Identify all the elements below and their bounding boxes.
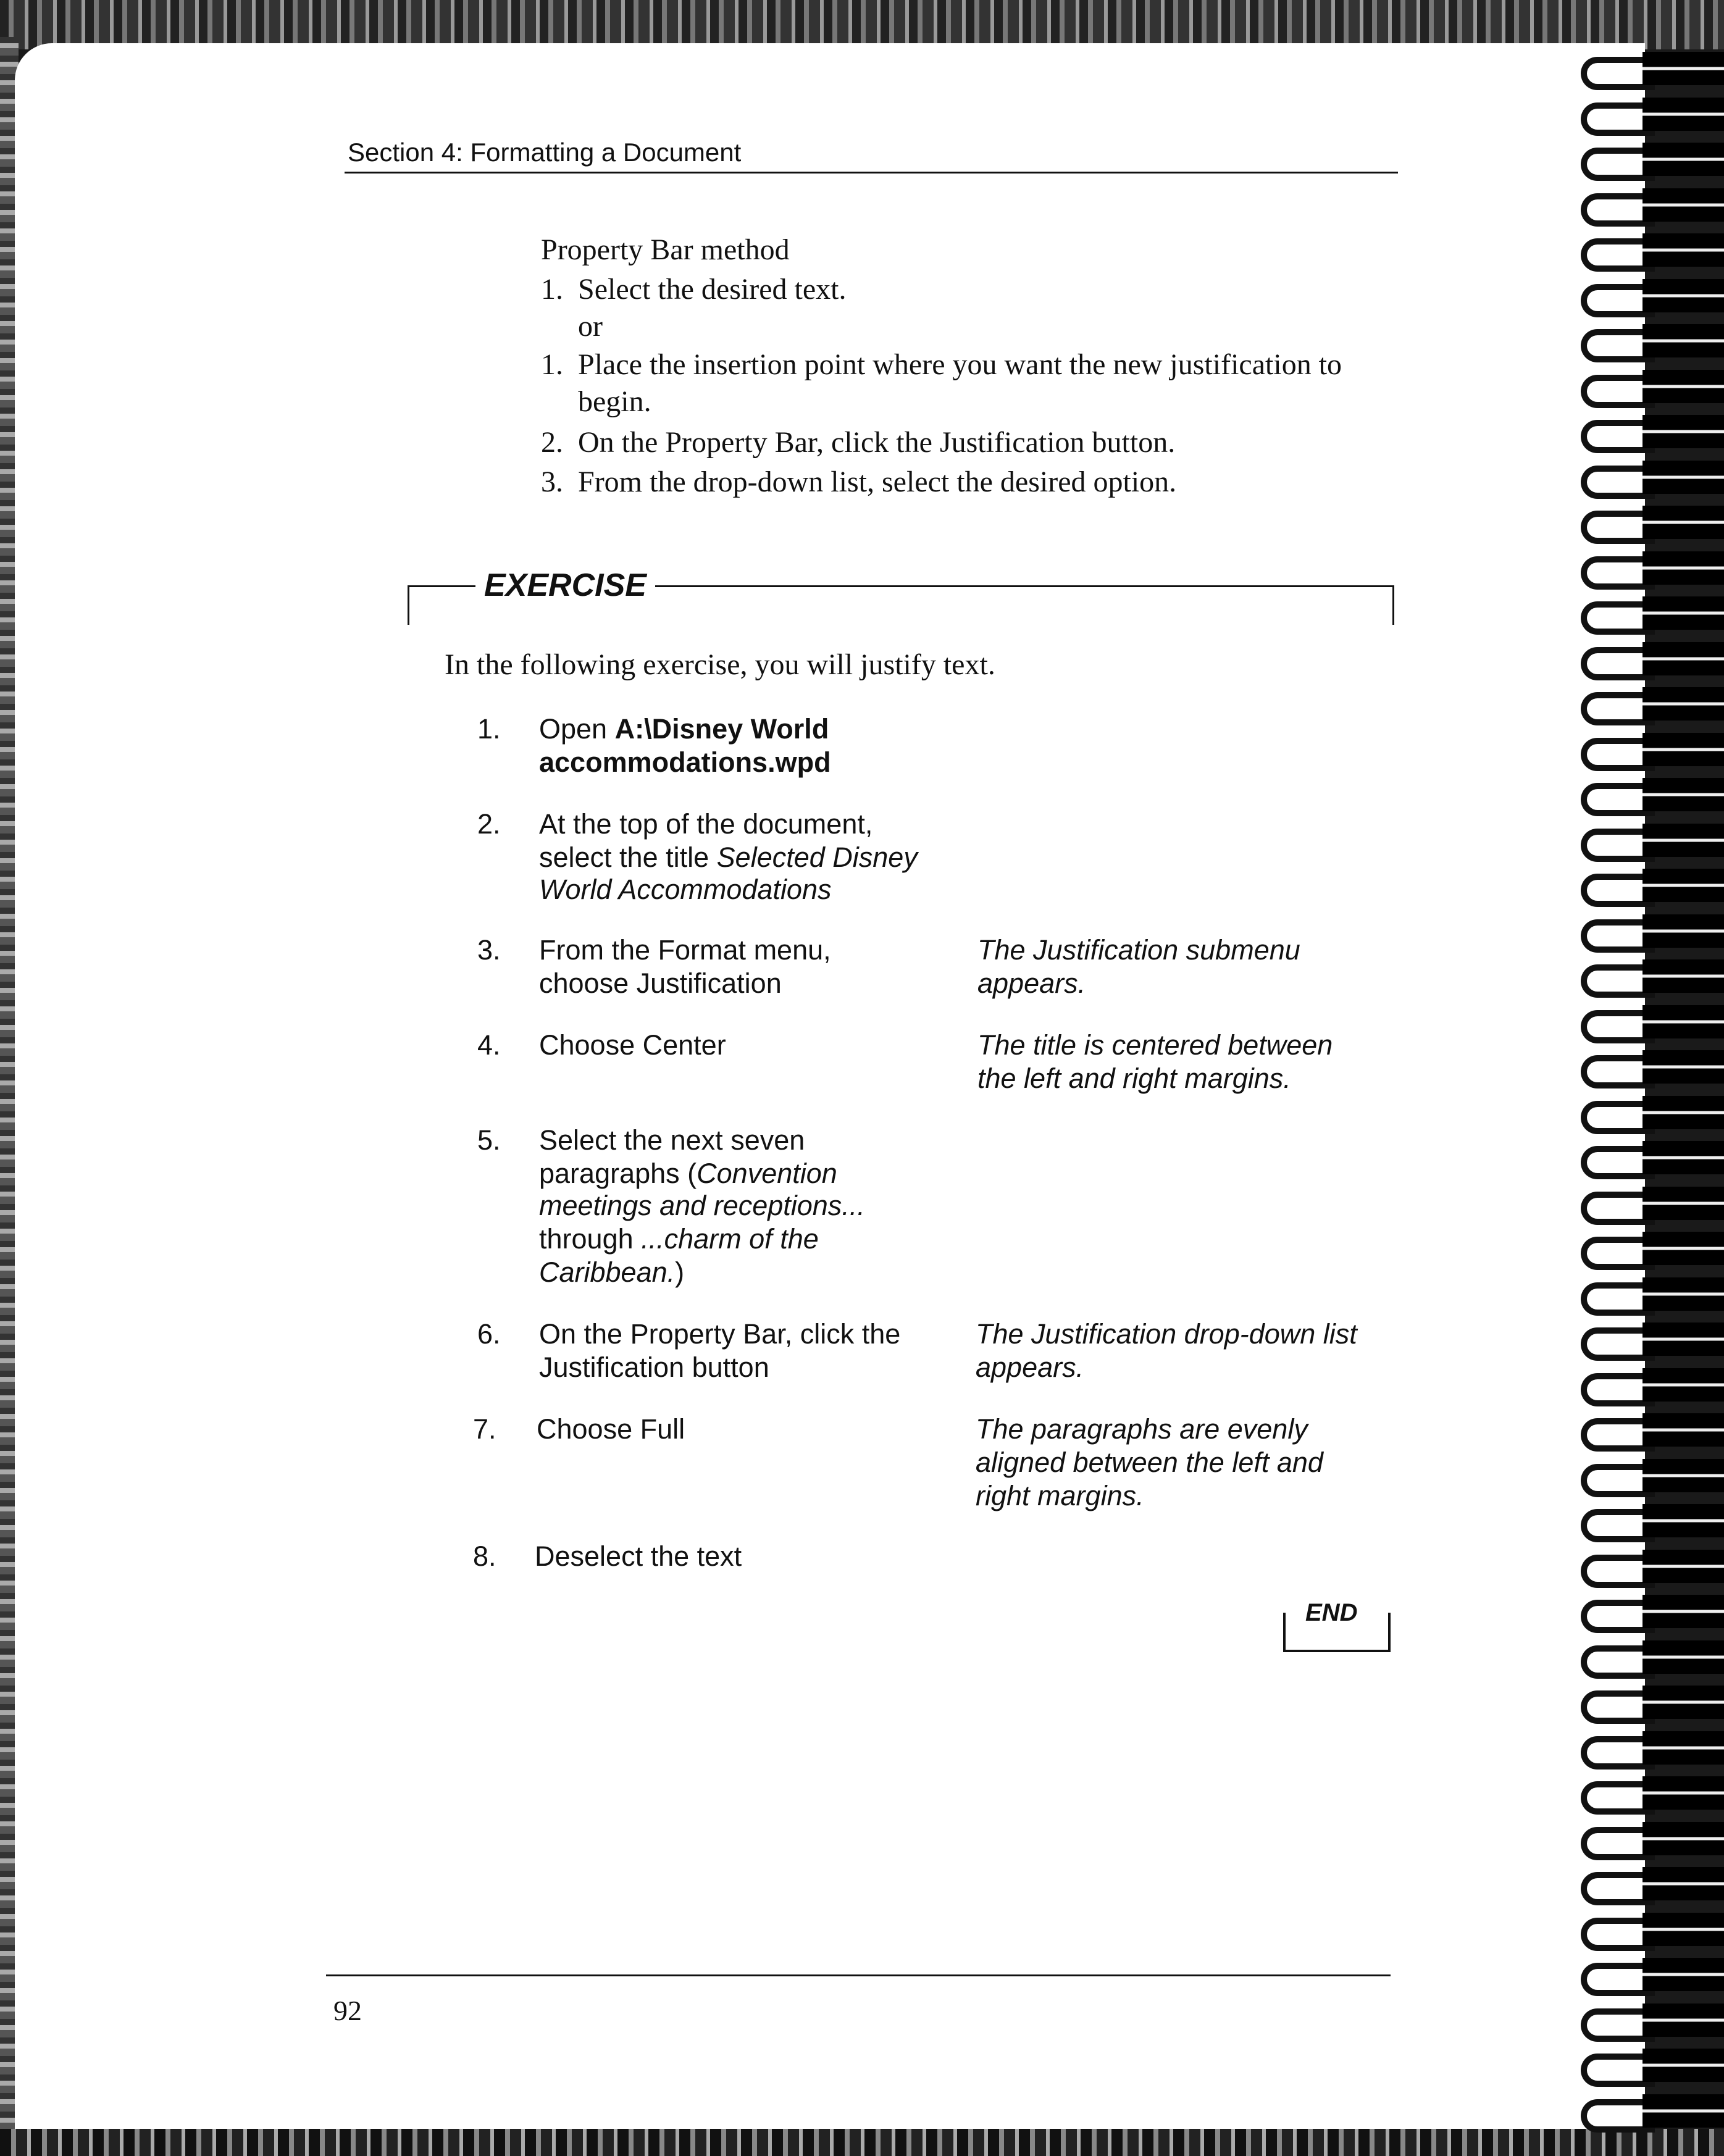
exercise-step-result: the left and right margins. — [977, 1063, 1291, 1094]
spiral-coil — [1581, 322, 1724, 360]
spiral-coil — [1581, 1502, 1724, 1540]
spiral-coil — [1581, 685, 1724, 723]
page-bottom-edge — [0, 2129, 1724, 2156]
file-name: A:\Disney World — [614, 713, 829, 745]
exercise-step-text: Select the next seven — [539, 1124, 805, 1156]
spiral-coil — [1581, 821, 1724, 859]
exercise-step-text: paragraphs (Convention — [539, 1158, 837, 1189]
spiral-coil — [1581, 1275, 1724, 1313]
spiral-coil — [1581, 1093, 1724, 1132]
spiral-coil — [1581, 412, 1724, 451]
exercise-step-text: From the Format menu, — [539, 934, 831, 966]
or-text: or — [578, 310, 603, 343]
spiral-binding — [1581, 49, 1724, 2130]
exercise-intro: In the following exercise, you will justify text. — [445, 648, 995, 681]
step-text: On the Property Bar, click the Justification button. — [578, 426, 1176, 459]
exercise-step-result: The Justification submenu — [977, 934, 1300, 966]
spiral-coil — [1581, 1955, 1724, 1994]
file-name: accommodations.wpd — [539, 746, 831, 778]
spiral-coil — [1581, 957, 1724, 995]
end-marker-left — [1283, 1613, 1285, 1652]
spiral-coil — [1581, 95, 1724, 133]
exercise-step-number: 2. — [477, 808, 501, 840]
spiral-coil — [1581, 1820, 1724, 1858]
page-top-edge — [0, 0, 1724, 49]
exercise-step-result: appears. — [976, 1352, 1084, 1383]
exercise-step-result: appears. — [977, 967, 1086, 999]
spiral-coil — [1581, 1910, 1724, 1949]
exercise-step-text: World Accommodations — [539, 874, 832, 905]
method-title: Property Bar method — [541, 233, 790, 266]
spiral-coil — [1581, 140, 1724, 178]
step-number: 3. — [541, 466, 563, 498]
spiral-coil — [1581, 1547, 1724, 1586]
spiral-coil — [1581, 503, 1724, 541]
exercise-step-text: At the top of the document, — [539, 808, 873, 840]
exercise-step-text: select the title Selected Disney — [539, 842, 918, 873]
spiral-coil — [1581, 1003, 1724, 1041]
spiral-coil — [1581, 458, 1724, 496]
spiral-coil — [1581, 640, 1724, 678]
spiral-coil — [1581, 1592, 1724, 1631]
spiral-coil — [1581, 866, 1724, 905]
exercise-frame-right — [1392, 585, 1394, 625]
spiral-coil — [1581, 2092, 1724, 2130]
exercise-step-number: 6. — [477, 1318, 501, 1350]
step-text: Place the insertion point where you want the new justification to — [578, 348, 1342, 381]
spiral-coil — [1581, 594, 1724, 632]
exercise-step-result: The Justification drop-down list — [976, 1318, 1357, 1350]
spiral-coil — [1581, 1320, 1724, 1358]
spiral-coil — [1581, 231, 1724, 269]
step-text: From the drop-down list, select the desired option. — [578, 466, 1177, 498]
end-marker-label: END — [1299, 1598, 1363, 1627]
exercise-step-number: 1. — [477, 713, 501, 745]
spiral-coil — [1581, 1048, 1724, 1086]
spiral-coil — [1581, 1729, 1724, 1767]
exercise-title: EXERCISE — [475, 567, 655, 604]
spiral-coil — [1581, 549, 1724, 587]
exercise-step-text: choose Justification — [539, 967, 782, 999]
exercise-step-number: 8. — [473, 1540, 496, 1572]
spiral-coil — [1581, 1865, 1724, 1903]
exercise-step-result: The paragraphs are evenly — [976, 1413, 1308, 1445]
exercise-step-number: 7. — [473, 1413, 496, 1445]
spiral-coil — [1581, 2046, 1724, 2084]
exercise-step-text: Deselect the text — [535, 1540, 742, 1572]
exercise-step-text: Caribbean.) — [539, 1256, 685, 1288]
step-number: 1. — [541, 273, 563, 306]
page-number: 92 — [333, 1995, 362, 2026]
exercise-step-result: aligned between the left and — [976, 1447, 1323, 1478]
spiral-coil — [1581, 1229, 1724, 1268]
step-text: begin. — [578, 385, 651, 418]
exercise-step-number: 3. — [477, 934, 501, 966]
step-text: Select the desired text. — [578, 273, 847, 306]
spiral-coil — [1581, 186, 1724, 224]
exercise-step-text: On the Property Bar, click the — [539, 1318, 901, 1350]
exercise-step-result: right margins. — [976, 1480, 1144, 1511]
spiral-coil — [1581, 730, 1724, 769]
spiral-coil — [1581, 367, 1724, 406]
exercise-step-text: through ...charm of the — [539, 1223, 819, 1255]
section-title: Section 4: Formatting a Document — [348, 138, 742, 167]
exercise-step-number: 5. — [477, 1124, 501, 1156]
spiral-coil — [1581, 1184, 1724, 1222]
exercise-step-result: The title is centered between — [977, 1029, 1333, 1061]
header-rule — [345, 172, 1398, 173]
step-number: 1. — [541, 348, 563, 381]
spiral-coil — [1581, 1366, 1724, 1404]
step-number: 2. — [541, 426, 563, 459]
exercise-frame-left — [408, 585, 409, 625]
spiral-coil — [1581, 1411, 1724, 1449]
spiral-coil — [1581, 912, 1724, 950]
spiral-coil — [1581, 1774, 1724, 1812]
exercise-step-text: Open A:\Disney World — [539, 713, 829, 745]
spiral-coil — [1581, 277, 1724, 315]
spiral-coil — [1581, 1139, 1724, 1177]
exercise-step-text: meetings and receptions... — [539, 1190, 865, 1221]
exercise-step-number: 4. — [477, 1029, 501, 1061]
exercise-step-text: Choose Full — [537, 1413, 685, 1445]
footer-rule — [326, 1974, 1391, 1976]
exercise-step-text: Justification button — [539, 1352, 769, 1383]
exercise-step-text: Choose Center — [539, 1029, 726, 1061]
spiral-coil — [1581, 49, 1724, 88]
spiral-coil — [1581, 1638, 1724, 1676]
spiral-coil — [1581, 1683, 1724, 1721]
spiral-coil — [1581, 1456, 1724, 1495]
spiral-coil — [1581, 2001, 1724, 2039]
spiral-coil — [1581, 775, 1724, 814]
